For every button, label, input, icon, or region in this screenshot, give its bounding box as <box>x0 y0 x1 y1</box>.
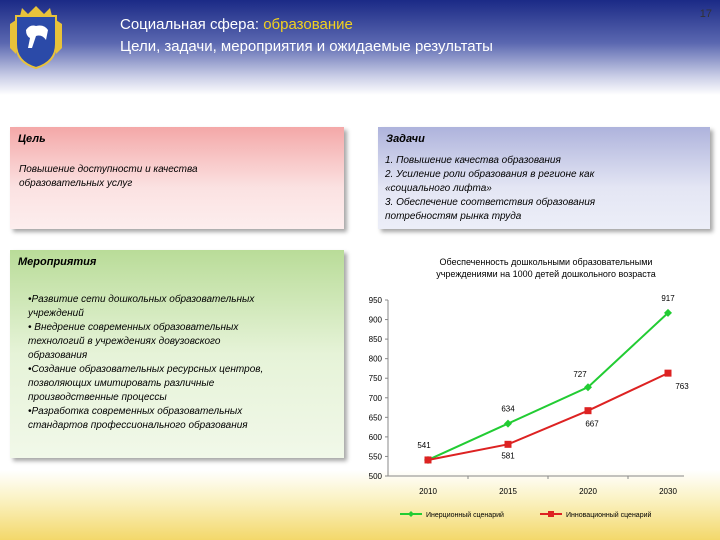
data-label: 667 <box>585 419 599 429</box>
x-tick-label: 2030 <box>659 487 677 496</box>
data-label: 541 <box>417 440 431 450</box>
x-tick-label: 2020 <box>579 487 597 496</box>
y-tick-label: 850 <box>368 335 382 345</box>
data-point <box>505 441 512 448</box>
actions-line: позволяющих имитировать различные <box>28 378 215 389</box>
chart-title <box>386 256 706 280</box>
tasks-line: 1. Повышение качества образования <box>385 155 561 166</box>
y-tick-label: 700 <box>368 393 382 403</box>
title-prefix: Социальная сфера: <box>120 16 264 33</box>
x-tick-label: 2015 <box>499 487 517 496</box>
goal-heading: Цель <box>18 133 46 145</box>
legend-marker <box>408 511 414 517</box>
slide-title <box>120 16 353 33</box>
data-label: 581 <box>501 451 515 461</box>
actions-line: •Разработка современных образовательных <box>28 406 243 417</box>
series-line <box>428 373 668 460</box>
title-accent: образование <box>263 16 353 33</box>
y-tick-label: 500 <box>368 472 382 481</box>
y-tick-label: 800 <box>368 354 382 364</box>
y-tick-label: 950 <box>368 296 382 305</box>
tasks-line: 2. Усиление роли образования в регионе как <box>385 169 595 180</box>
legend-label: Инновационный сценарий <box>566 512 652 519</box>
goal-text <box>19 163 319 191</box>
data-label: 917 <box>661 293 675 303</box>
page-number: 17 <box>699 8 712 20</box>
goal-line: Повышение доступности и качества <box>19 164 198 175</box>
tasks-text <box>385 154 703 224</box>
data-point <box>665 370 672 377</box>
tasks-line: потребностям рынка труда <box>385 211 522 222</box>
actions-panel <box>10 250 344 458</box>
coat-of-arms-icon <box>8 4 64 70</box>
slide-subtitle: Цели, задачи, мероприятия и ожидаемые результаты <box>120 38 493 55</box>
tasks-panel <box>378 127 710 229</box>
actions-line: учреждений <box>28 308 84 319</box>
y-tick-label: 650 <box>368 413 382 423</box>
line-chart <box>350 284 690 524</box>
goal-line: образовательных услуг <box>19 178 133 189</box>
data-label: 634 <box>501 404 515 414</box>
actions-line: •Развитие сети дошкольных образовательных <box>28 294 255 305</box>
x-tick-label: 2010 <box>419 487 437 496</box>
actions-line: производственные процессы <box>28 392 167 403</box>
actions-text <box>28 293 328 433</box>
actions-line: •Создание образовательных ресурсных центров, <box>28 364 264 375</box>
series-line <box>428 313 668 460</box>
data-label: 763 <box>675 382 689 392</box>
legend-label: Инерционный сценарий <box>426 512 504 519</box>
tasks-heading: Задачи <box>386 133 425 145</box>
actions-line: технологий в учреждениях довузовского <box>28 336 221 347</box>
actions-line: образования <box>28 350 88 361</box>
chart-title-line: Обеспеченность дошкольными образовательными <box>439 257 653 267</box>
data-point <box>425 456 432 463</box>
legend-marker <box>548 511 554 517</box>
goal-panel <box>10 127 344 229</box>
y-tick-label: 600 <box>368 432 382 442</box>
data-label: 727 <box>573 370 587 380</box>
actions-heading: Мероприятия <box>18 256 97 268</box>
data-point <box>585 407 592 414</box>
tasks-line: «социального лифта» <box>385 183 492 194</box>
actions-line: • Внедрение современных образовательных <box>28 322 239 333</box>
data-point <box>504 420 512 428</box>
y-tick-label: 900 <box>368 315 382 325</box>
tasks-line: 3. Обеспечение соответствия образования <box>385 197 596 208</box>
actions-line: стандартов профессионального образования <box>28 420 248 431</box>
y-tick-label: 550 <box>368 452 382 462</box>
y-tick-label: 750 <box>368 374 382 384</box>
chart-title-line: учреждениями на 1000 детей дошкольного возраста <box>436 269 656 279</box>
